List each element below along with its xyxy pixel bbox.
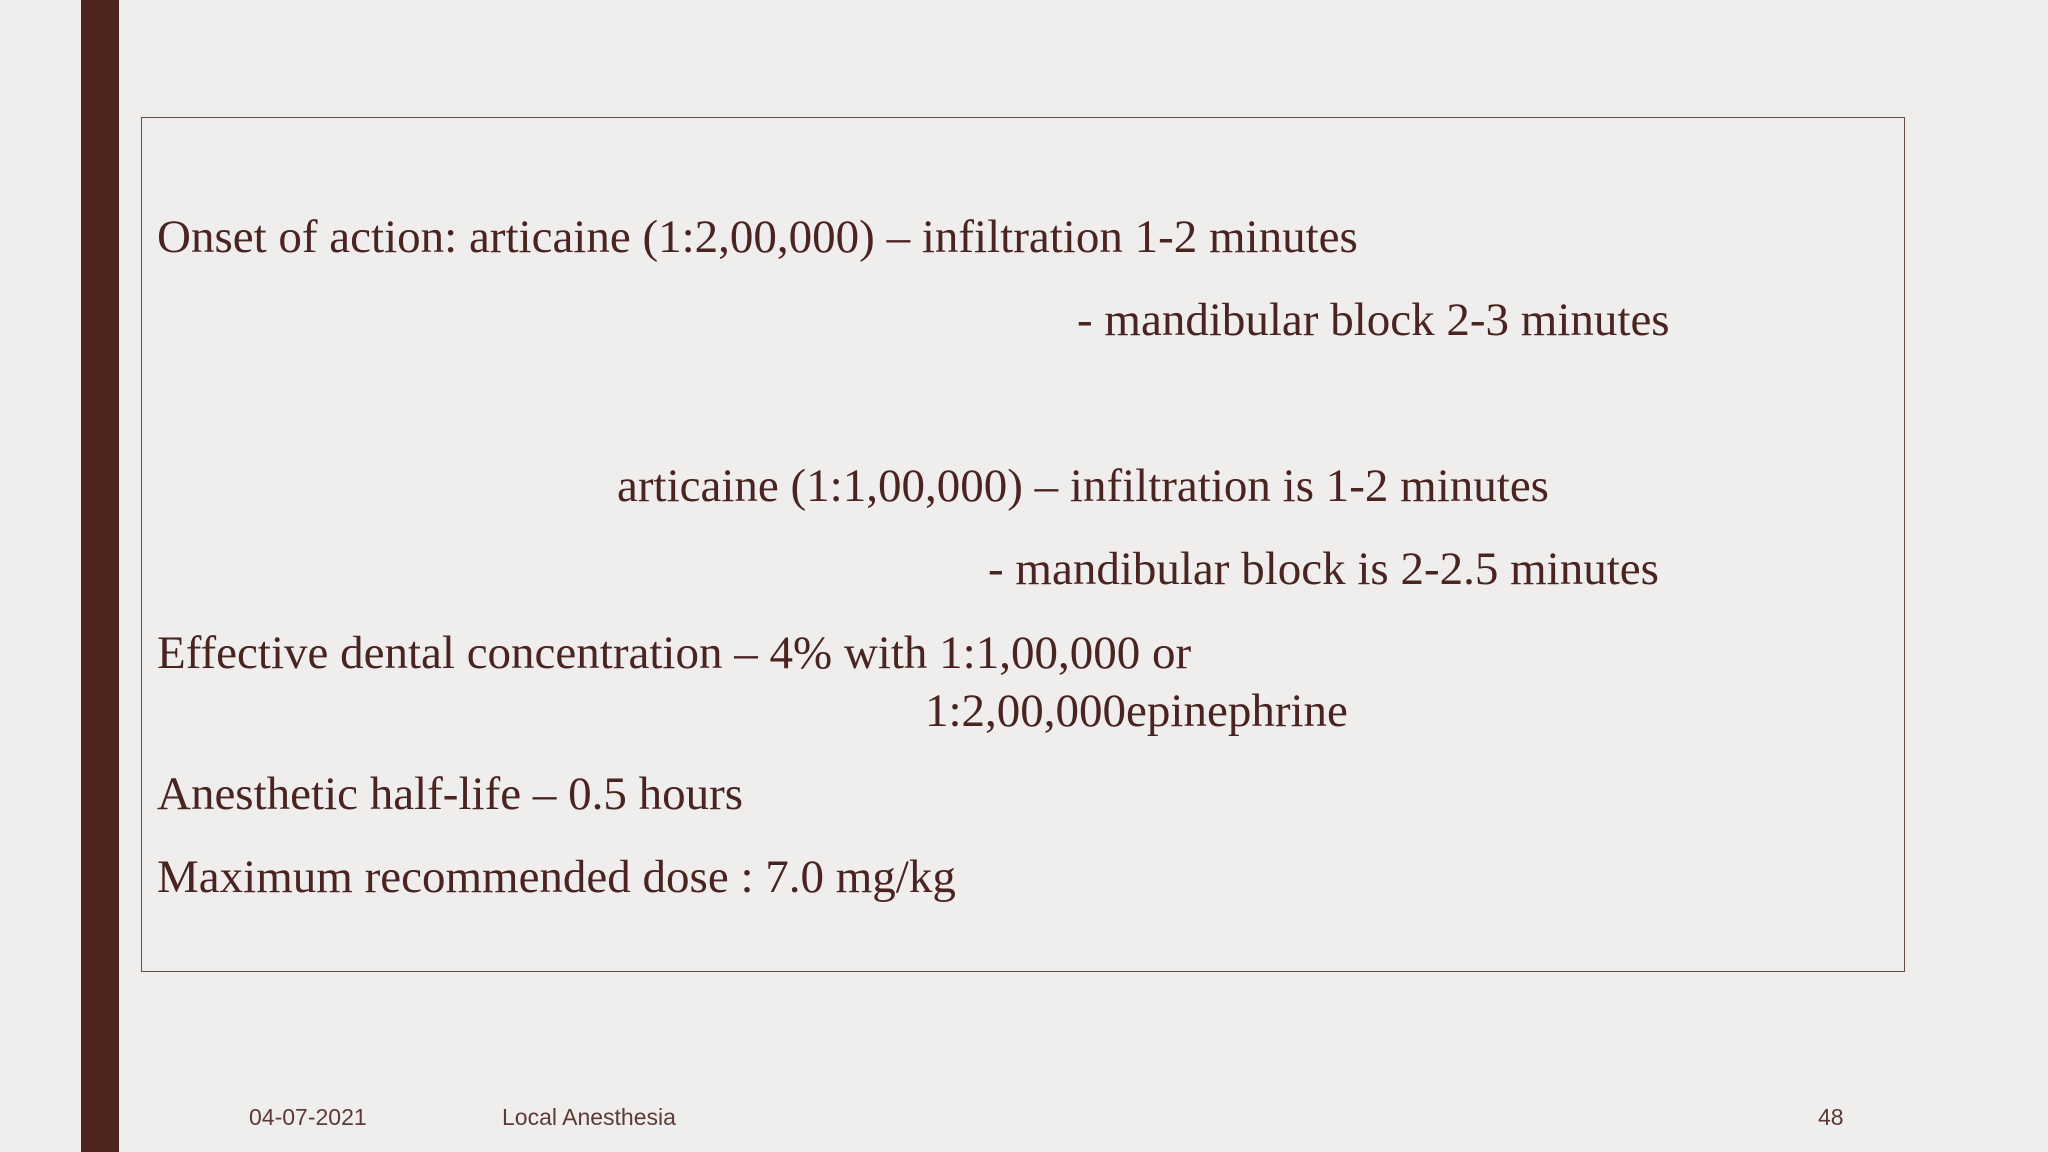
concentration-line-2: 1:2,00,000epinephrine	[925, 685, 1348, 737]
onset-line-1: Onset of action: articaine (1:2,00,000) – infiltration 1-2 minutes	[157, 211, 1358, 263]
concentration-line-1: Effective dental concentration – 4% with 1:1,00,000 or	[157, 627, 1192, 679]
max-dose-line: Maximum recommended dose : 7.0 mg/kg	[157, 851, 956, 903]
onset-line-2: - mandibular block 2-3 minutes	[1077, 294, 1670, 346]
onset-line-3: articaine (1:1,00,000) – infiltration is 1-2 minutes	[617, 460, 1549, 512]
footer-title: Local Anesthesia	[502, 1104, 676, 1130]
half-life-line: Anesthetic half-life – 0.5 hours	[157, 768, 744, 820]
footer-page-number: 48	[1818, 1104, 1844, 1130]
footer-date: 04-07-2021	[249, 1104, 367, 1130]
onset-line-4: - mandibular block is 2-2.5 minutes	[988, 543, 1659, 595]
accent-bar	[81, 0, 119, 1152]
